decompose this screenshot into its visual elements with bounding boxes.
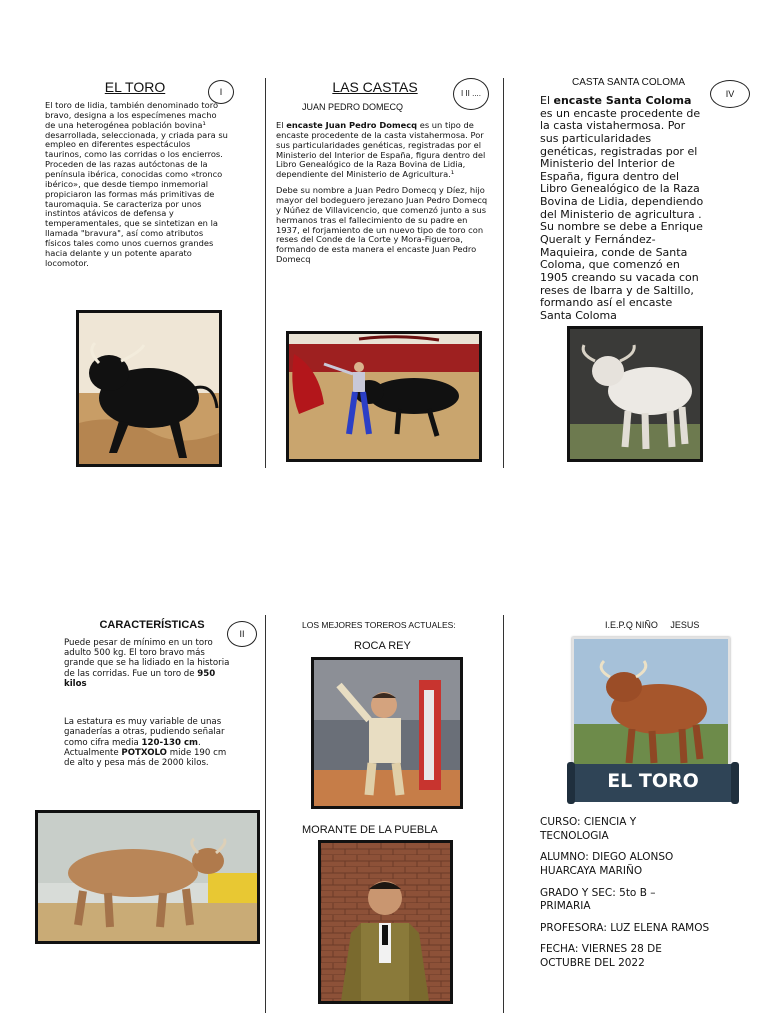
panel3-number: IV xyxy=(710,80,750,108)
panel2-bullfight-photo xyxy=(286,331,482,462)
profesora-text: PROFESORA: LUZ ELENA RAMOS xyxy=(540,921,710,934)
panel4-number: II xyxy=(227,621,257,647)
fecha-text: FECHA: VIERNES 28 DE OCTUBRE DEL 2022 xyxy=(540,943,662,970)
panel4-text: Puede pesar de mínimo en un toro adulto 500 kg. El toro bravo más grande que se ha lidiado en la historia de las corridas. Fue un toro de 950 kilos La estatura es muy variable de unas ganaderías a otras, pudiendo señalar como cifra media 120-130 cm. Actualmente POTXOLO mide 190 cm de alto y pesa más de 2000 kilos. xyxy=(64,638,230,768)
torero1-photo xyxy=(311,657,463,809)
divider-top-2 xyxy=(503,78,504,468)
panel4-brown-bull-photo xyxy=(35,810,260,944)
panel1-bull-photo xyxy=(76,310,222,467)
panel3-text: El encaste Santa Coloma es un encaste procedente de la casta vistahermosa. Por sus particularidades genéticas, registradas por el Ministerio del Interior de España, figura dentro del Libro Genealógico de la Raza Bovina de Lidia, dependiendo del Ministerio de agricultura . Su nombre se debe a Enrique Queralt y Fernández-Maquieira, conde de Santa Coloma, que comenzó en 1905 creando su vacada con reses de Ibarra y de Saltillo, formando así el encaste Santa Coloma xyxy=(540,94,704,322)
panel2-number: I II .... xyxy=(453,78,489,110)
curso-text: CURSO: CIENCIA Y TECNOLOGIA xyxy=(540,816,637,842)
panel3-white-bull-photo xyxy=(567,326,703,462)
panel3-title: CASTA SANTA COLOMA xyxy=(572,77,685,88)
cover-info xyxy=(540,816,750,979)
cover-banner-title: EL TORO xyxy=(607,770,699,792)
divider-bottom-2 xyxy=(503,615,504,1013)
panel5-heading: LOS MEJORES TOREROS ACTUALES: xyxy=(302,620,456,630)
grado-text: GRADO Y SEC: 5to B – PRIMARIA xyxy=(540,886,656,913)
panel2-subtitle: JUAN PEDRO DOMECQ xyxy=(302,102,404,112)
panel1-title: EL TORO xyxy=(104,79,166,95)
panel2-text: El encaste Juan Pedro Domecq es un tipo de encaste procedente de la casta vistahermosa. Por sus particularidades genéticas, registradas por el Ministerio del Interior de España, figura dentro del Libro Genealógico de la Raza Bovina de Lidia, dependiente del Ministerio de Agricultura.¹ Debe su nombre a Juan Pedro Domecq y Díez, hijo mayor del bodeguero jerezano Juan Pedro Domecq y Núñez de Villavicencio, que comenzó junto a sus hermanos tras el fallecimiento de su padre en 1937, el forjamiento de un nuevo tipo de toro con reses del Conde de la Corte y Mora-Figueroa, formando de esta manera el encaste Juan Pedro Domecq xyxy=(276,120,488,265)
divider-bottom-1 xyxy=(265,615,266,1013)
torero2-name: MORANTE DE LA PUEBLA xyxy=(302,824,438,836)
torero2-photo xyxy=(318,840,453,1004)
cover-banner xyxy=(567,760,739,806)
school-name: I.E.P.Q NIÑO JESUS xyxy=(605,620,700,630)
cover-bull-photo xyxy=(572,637,730,767)
alumno-text: ALUMNO: DIEGO ALONSO HUARCAYA MARIÑO xyxy=(540,851,674,877)
panel2-title: LAS CASTAS xyxy=(332,79,418,95)
torero1-name: ROCA REY xyxy=(354,640,411,652)
panel4-title: CARACTERÍSTICAS xyxy=(99,619,205,631)
divider-top-1 xyxy=(265,78,266,468)
panel1-number: I xyxy=(208,80,234,104)
panel1-text: El toro de lidia, también denominado toro bravo, designa a los especímenes macho de una heterogénea población bovina¹ desarrollada, seleccionada, y criada para su empleo en diferentes espectáculos taurinos, como las corridas o los encierros. Proceden de las razas autóctonas de la península ibérica, conocidas como «tronco ibérico», que desde tiempo inmemorial propiciaron las formas más primitivas de tauromaquia. Se caracteriza por unos instintos atávicos de defensa y temperamentales, que se sintetizan en la llamada "bravura", así como atributos físicos tales como unos cuernos grandes hacia delante y un potente aparato locomotor. xyxy=(45,100,228,268)
